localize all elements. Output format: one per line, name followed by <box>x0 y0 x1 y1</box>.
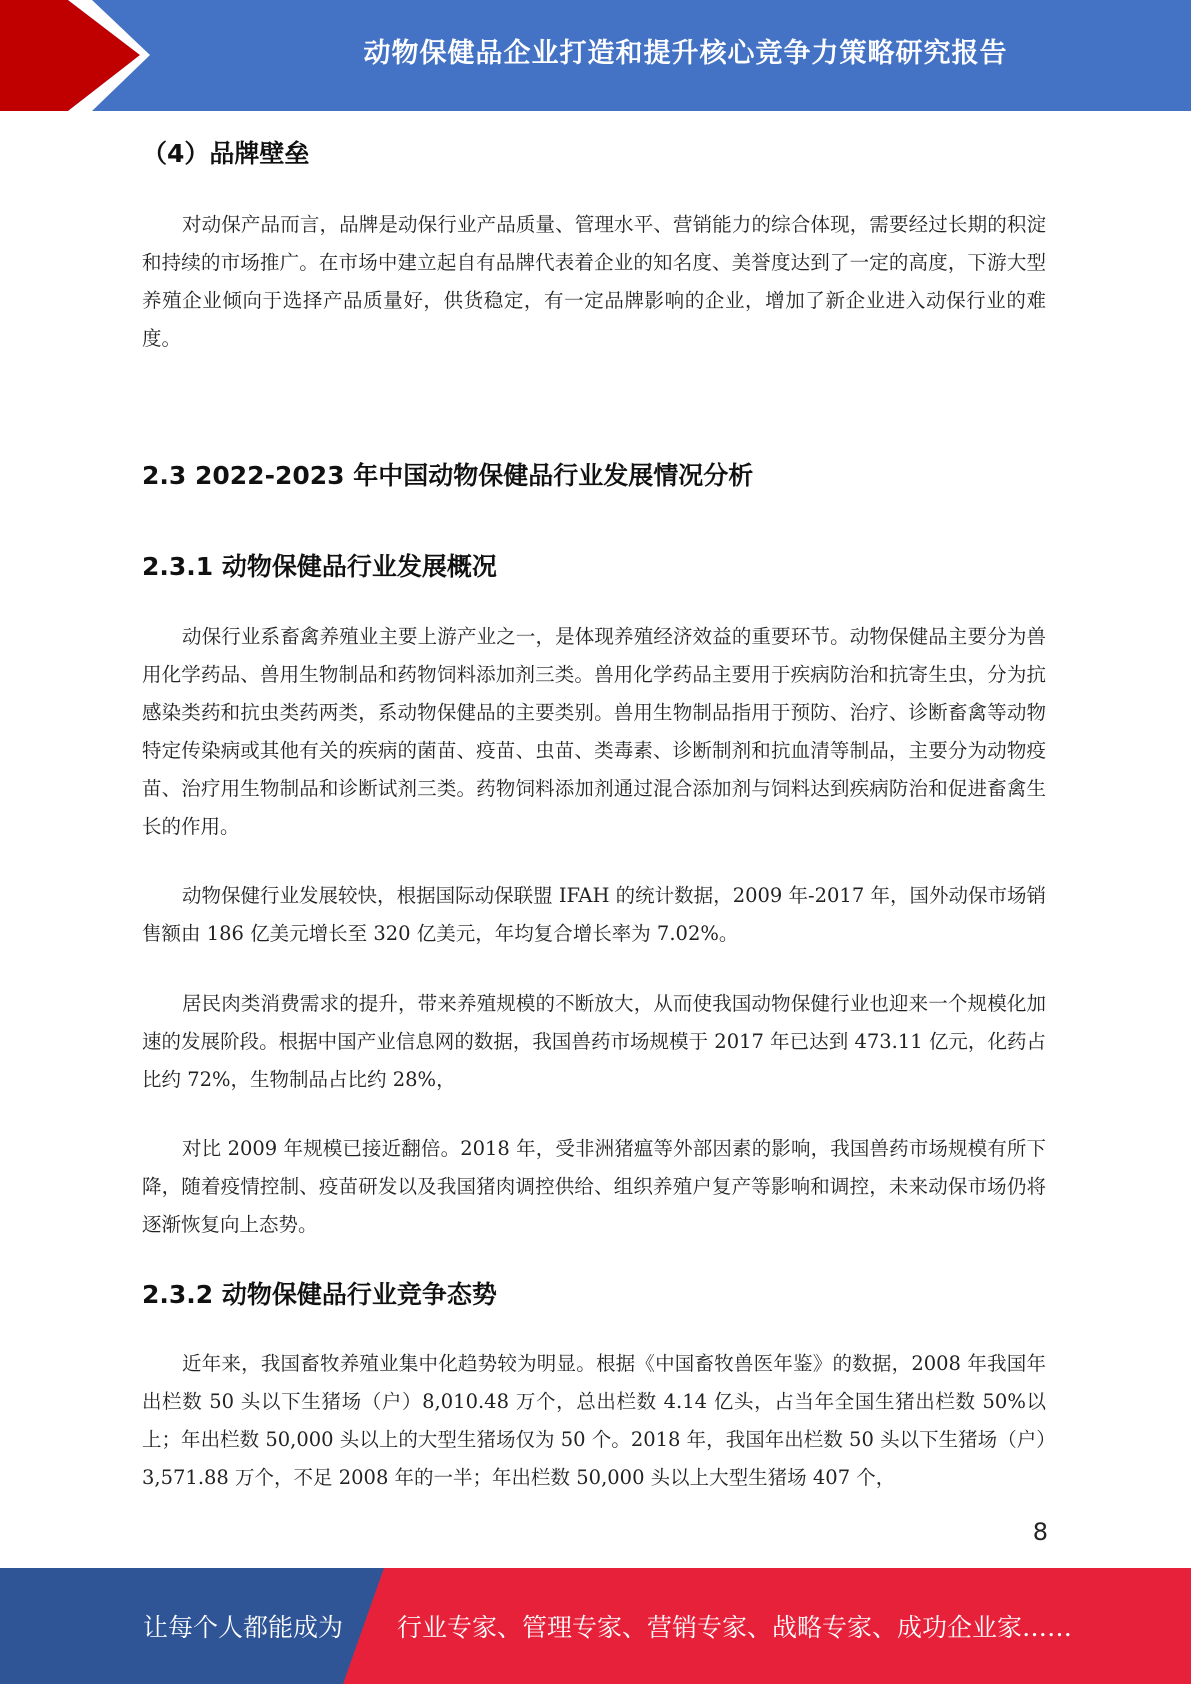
footer-slogan-left: 让每个人都能成为 <box>143 1613 344 1642</box>
report-title: 动物保健品企业打造和提升核心竞争力策略研究报告 <box>363 37 1008 69</box>
footer-slogan-right: 行业专家、管理专家、营销专家、战略专家、成功企业家…… <box>397 1613 1073 1642</box>
overview-paragraph-4: 对比 2009 年规模已接近翻倍。2018 年，受非洲猪瘟等外部因素的影响，我国兽药市场规模有所下降，随着疫情控制、疫苗研发以及我国猪肉调控供给、组织养殖户复产等影响和调控，未来动保市场仍将逐渐恢复向上态势。 <box>142 1137 1046 1236</box>
brand-barrier-heading: （4）品牌壁垒 <box>142 139 310 168</box>
section-2-3-heading: 2.3 2022-2023 年中国动物保健品行业发展情况分析 <box>142 461 754 490</box>
section-2-3-2-heading: 2.3.2 动物保健品行业竞争态势 <box>142 1280 497 1309</box>
competition-paragraph: 近年来，我国畜牧养殖业集中化趋势较为明显。根据《中国畜牧兽医年鉴》的数据，2008 年我国年出栏数 50 头以下生猪场（户）8,010.48 万个，总出栏数 4.14 亿头，占当年全国生猪出栏数 50%以上；年出栏数 50,000 头以上的大型生猪场仅为 50 个。2018 年，我国年出栏数 50 头以下生猪场（户）3,571.88 万个，不足 2008 年的一半；年出栏数 50,000 头以上大型生猪场 407 个， <box>142 1352 1046 1489</box>
header-banner <box>0 0 1191 111</box>
overview-paragraph-1: 动保行业系畜禽养殖业主要上游产业之一，是体现养殖经济效益的重要环节。动物保健品主要分为兽用化学药品、兽用生物制品和药物饲料添加剂三类。兽用化学药品主要用于疾病防治和抗寄生虫，分为抗感染类药和抗虫类药两类，系动物保健品的主要类别。兽用生物制品指用于预防、治疗、诊断畜禽等动物特定传染病或其他有关的疾病的菌苗、疫苗、虫苗、类毒素、诊断制剂和抗血清等制品，主要分为动物疫苗、治疗用生物制品和诊断试剂三类。药物饲料添加剂通过混合添加剂与饲料达到疾病防治和促进畜禽生长的作用。 <box>142 625 1046 838</box>
footer-banner <box>0 1568 1191 1684</box>
brand-barrier-paragraph: 对动保产品而言，品牌是动保行业产品质量、管理水平、营销能力的综合体现，需要经过长期的积淀和持续的市场推广。在市场中建立起自有品牌代表着企业的知名度、美誉度达到了一定的高度，下游大型养殖企业倾向于选择产品质量好，供货稳定，有一定品牌影响的企业，增加了新企业进入动保行业的难度。 <box>142 213 1046 350</box>
page-number: 8 <box>1032 1518 1048 1546</box>
section-2-3-1-heading: 2.3.1 动物保健品行业发展概况 <box>142 552 497 581</box>
overview-paragraph-2: 动物保健行业发展较快，根据国际动保联盟 IFAH 的统计数据，2009 年-2017 年，国外动保市场销售额由 186 亿美元增长至 320 亿美元，年均复合增长率为 7.02%。 <box>142 884 1046 945</box>
overview-paragraph-3: 居民肉类消费需求的提升，带来养殖规模的不断放大，从而使我国动物保健行业也迎来一个规模化加速的发展阶段。根据中国产业信息网的数据，我国兽药市场规模于 2017 年已达到 473.11 亿元，化药占比约 72%，生物制品占比约 28%， <box>142 992 1046 1091</box>
